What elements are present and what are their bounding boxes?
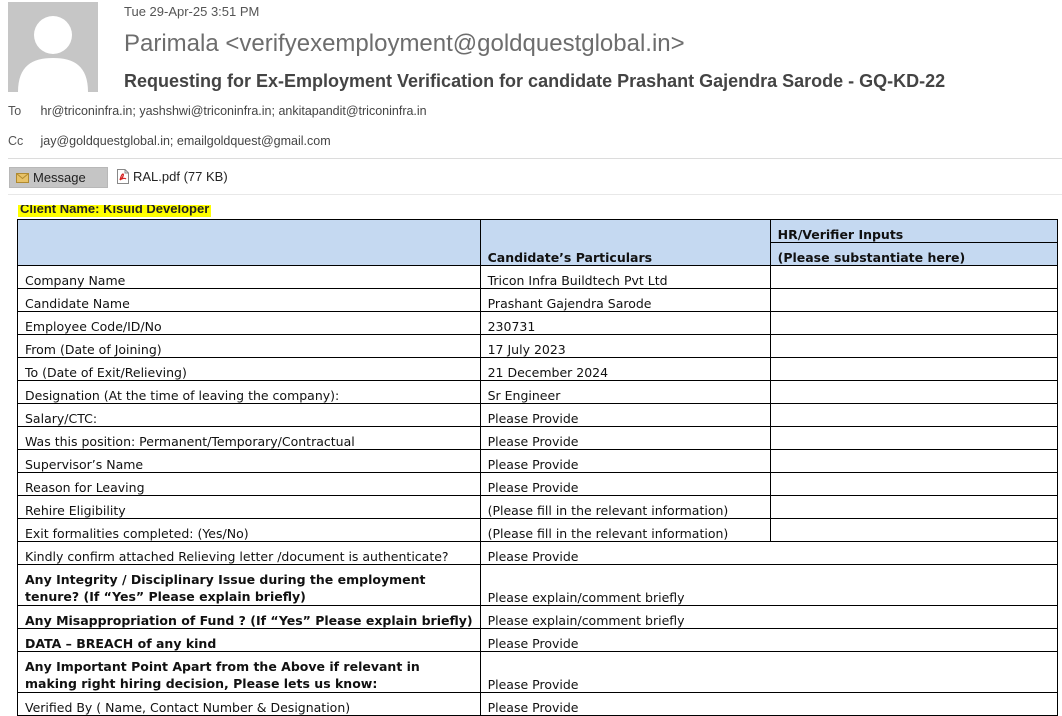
verification-table [17, 219, 1058, 716]
row-input-cell[interactable] [770, 404, 1057, 427]
table-row [18, 312, 1058, 335]
table-row [18, 496, 1058, 519]
message-tab[interactable] [9, 167, 108, 188]
sender-name[interactable]: Parimala <verifyexemployment@goldquestglobal.in> [124, 30, 685, 57]
header-divider [8, 158, 1062, 159]
client-name-label: Client Name: Kisuid Developer [20, 205, 210, 216]
row-label: Rehire Eligibility [18, 496, 481, 519]
row-input-cell[interactable] [770, 312, 1057, 335]
table-row [18, 335, 1058, 358]
row-label: DATA – BREACH of any kind [18, 629, 481, 652]
pdf-file-icon [117, 169, 129, 184]
row-input-cell[interactable] [770, 519, 1057, 542]
row-value: Please Provide [480, 450, 770, 473]
row-input-cell[interactable] [770, 427, 1057, 450]
row-value: Sr Engineer [480, 381, 770, 404]
table-row [18, 519, 1058, 542]
row-input-cell[interactable] [770, 496, 1057, 519]
table-row [18, 473, 1058, 496]
to-recipients[interactable]: hr@triconinfra.in; yashshwi@triconinfra.in; ankitapandit@triconinfra.in [40, 104, 427, 118]
table-row [18, 565, 1058, 606]
row-input-cell[interactable] [770, 381, 1057, 404]
row-value: Please Provide [480, 629, 1057, 652]
cc-recipients[interactable]: jay@goldquestglobal.in; emailgoldquest@gmail.com [40, 134, 331, 148]
row-value: Please Provide [480, 427, 770, 450]
table-row [18, 450, 1058, 473]
person-silhouette-icon [8, 2, 98, 92]
row-value: (Please fill in the relevant information) [480, 496, 770, 519]
sender-avatar [8, 2, 98, 92]
table-row [18, 289, 1058, 312]
row-label: Candidate Name [18, 289, 481, 312]
table-header-row-1 [18, 220, 1058, 243]
table-row [18, 606, 1058, 629]
row-value: Please Provide [480, 542, 1057, 565]
row-label: To (Date of Exit/Relieving) [18, 358, 481, 381]
message-tab-label: Message [33, 170, 86, 185]
row-value: 230731 [480, 312, 770, 335]
table-row [18, 652, 1058, 693]
row-label: Was this position: Permanent/Temporary/Contractual [18, 427, 481, 450]
row-input-cell[interactable] [770, 473, 1057, 496]
row-value: Prashant Gajendra Sarode [480, 289, 770, 312]
envelope-icon [16, 173, 29, 183]
row-input-cell[interactable] [770, 358, 1057, 381]
row-value: Please Provide [480, 473, 770, 496]
row-label: Supervisor’s Name [18, 450, 481, 473]
row-value: Please explain/comment briefly [480, 565, 1057, 606]
row-value: Please Provide [480, 404, 770, 427]
row-input-cell[interactable] [770, 450, 1057, 473]
row-label: Kindly confirm attached Relieving letter /document is authenticate? [18, 542, 481, 565]
cc-label: Cc [8, 134, 24, 148]
row-value: Please Provide [480, 693, 1057, 716]
row-label: Designation (At the time of leaving the company): [18, 381, 481, 404]
body-divider [8, 194, 1062, 195]
row-value: Please explain/comment briefly [480, 606, 1057, 629]
row-value: 21 December 2024 [480, 358, 770, 381]
row-value: Tricon Infra Buildtech Pvt Ltd [480, 266, 770, 289]
row-label: Any Misappropriation of Fund ? (If “Yes” Please explain briefly) [18, 606, 481, 629]
header-substantiate: (Please substantiate here) [770, 243, 1057, 266]
attachment-item[interactable] [117, 169, 228, 184]
table-row [18, 404, 1058, 427]
table-row [18, 381, 1058, 404]
cc-row [8, 134, 331, 148]
row-label: Company Name [18, 266, 481, 289]
row-input-cell[interactable] [770, 289, 1057, 312]
row-label: Reason for Leaving [18, 473, 481, 496]
sent-date: Tue 29-Apr-25 3:51 PM [124, 4, 260, 19]
row-label: Exit formalities completed: (Yes/No) [18, 519, 481, 542]
table-row [18, 542, 1058, 565]
table-row [18, 427, 1058, 450]
row-value: (Please fill in the relevant information) [480, 519, 770, 542]
table-row [18, 358, 1058, 381]
row-value: Please Provide [480, 652, 1057, 693]
row-label: Any Important Point Apart from the Above if relevant in making right hiring decision, Please lets us know: [18, 652, 481, 693]
table-row [18, 693, 1058, 716]
row-input-cell[interactable] [770, 266, 1057, 289]
attachment-label: RAL.pdf (77 KB) [133, 169, 228, 184]
email-subject: Requesting for Ex-Employment Verification for candidate Prashant Gajendra Sarode - GQ-KD-22 [124, 71, 946, 91]
header-blank-cell [18, 220, 481, 266]
row-label: From (Date of Joining) [18, 335, 481, 358]
row-label: Any Integrity / Disciplinary Issue during the employment tenure? (If “Yes” Please explain briefly) [18, 565, 481, 606]
row-label: Salary/CTC: [18, 404, 481, 427]
row-input-cell[interactable] [770, 335, 1057, 358]
to-label: To [8, 104, 22, 118]
to-row [8, 104, 427, 118]
row-label: Verified By ( Name, Contact Number & Designation) [18, 693, 481, 716]
row-value: 17 July 2023 [480, 335, 770, 358]
header-verifier-inputs: HR/Verifier Inputs [770, 220, 1057, 243]
table-row [18, 266, 1058, 289]
header-candidate-particulars: Candidate’s Particulars [480, 220, 770, 266]
table-row [18, 629, 1058, 652]
row-label: Employee Code/ID/No [18, 312, 481, 335]
